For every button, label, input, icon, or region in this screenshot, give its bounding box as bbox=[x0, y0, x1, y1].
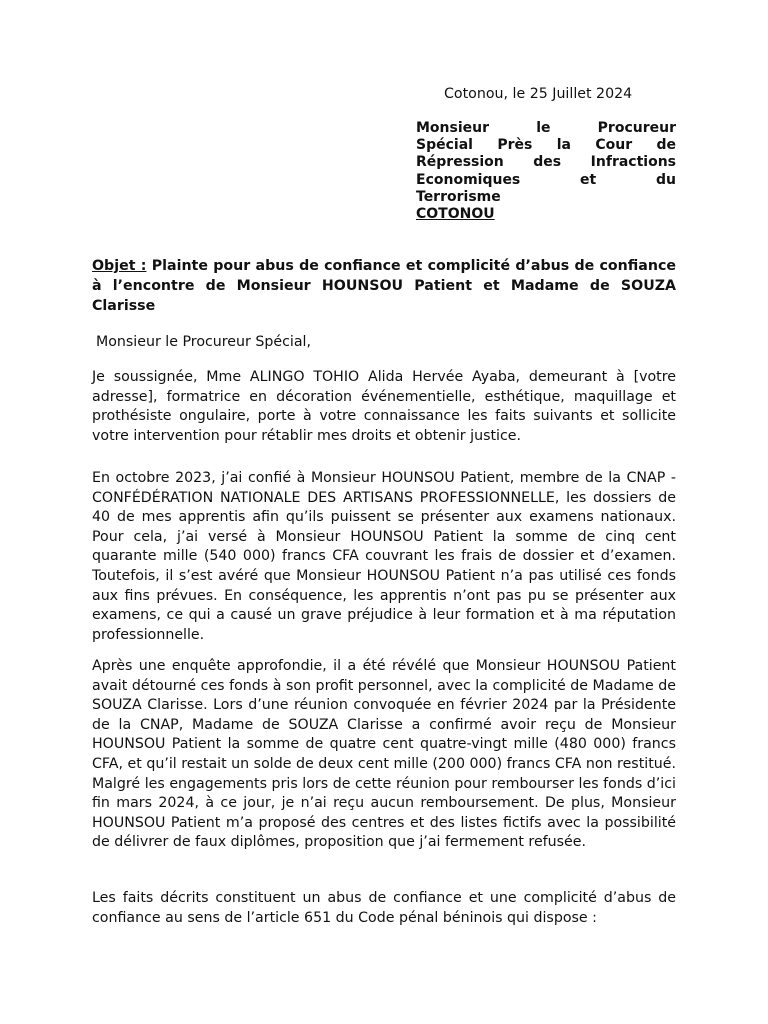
addressee-line: Terrorisme bbox=[416, 188, 501, 205]
paragraph-legal-basis: Les faits décrits constituent un abus de confiance et une complicité d’abus de confiance au sens de l’article 651 du Code pénal béninois qui dispose : bbox=[92, 890, 676, 926]
salutation: Monsieur le Procureur Spécial, bbox=[96, 334, 312, 350]
subject-block bbox=[92, 256, 676, 316]
addressee-line: Spécial Près la Cour de bbox=[416, 137, 676, 154]
addressee-line: Monsieur le Procureur bbox=[416, 120, 676, 136]
addressee-block bbox=[416, 120, 676, 223]
subject-text: Plainte pour abus de confiance et complicité d’abus de confiance à l’encontre de Monsieur HOUNSOU Patient et Madame de SOUZA Clarisse bbox=[92, 258, 676, 314]
addressee-line: Répression des Infractions bbox=[416, 154, 676, 171]
subject-label: Objet : bbox=[92, 258, 147, 274]
paragraph-introduction: Je soussignée, Mme ALINGO TOHIO Alida Hervée Ayaba, demeurant à [votre adresse], formatrice en décoration événementielle, esthétique, maquillage et prothésiste ongulaire, porte à votre connaissance les faits suivants et sollicite votre intervention pour rétablir mes droits et obtenir justice. bbox=[92, 369, 676, 444]
date-line: Cotonou, le 25 Juillet 2024 bbox=[444, 86, 633, 102]
paragraph-investigation: Après une enquête approfondie, il a été révélé que Monsieur HOUNSOU Patient avait détourné ces fonds à son profit personnel, avec la complicité de Madame de SOUZA Clarisse. Lors d’une réunion convoquée en février 2024 par la Présidente de la CNAP, Madame de SOUZA Clarisse a confirmé avoir reçu de Monsieur HOUNSOU Patient la somme de quatre cent quatre-vingt mille (480 000) francs CFA, et qu’il restait un solde de deux cent mille (200 000) francs CFA non restitué. Malgré les engagements pris lors de cette réunion pour rembourser les fonds d’ici fin mars 2024, à ce jour, je n’ai reçu aucun remboursement. De plus, Monsieur HOUNSOU Patient m’a proposé des centres et des listes fictifs avec la possibilité de délivrer de faux diplômes, proposition que j’ai fermement refusée. bbox=[92, 658, 676, 851]
addressee-line: Economiques et du bbox=[416, 171, 676, 188]
paragraph-facts: En octobre 2023, j’ai confié à Monsieur HOUNSOU Patient, membre de la CNAP - CONFÉDÉRATION NATIONALE DES ARTISANS PROFESSIONNELLE, les dossiers de 40 de mes apprentis afin qu’ils puissent se présenter aux examens nationaux. Pour cela, j’ai versé à Monsieur HOUNSOU Patient la somme de cinq cent quarante mille (540 000) francs CFA couvrant les frais de dossier et d’examen. Toutefois, il s’est avéré que Monsieur HOUNSOU Patient n’a pas utilisé ces fonds aux fins prévues. En conséquence, les apprentis n’ont pas pu se présenter aux examens, ce qui a causé un grave préjudice à leur formation et à ma réputation professionnelle. bbox=[92, 470, 676, 643]
addressee-city: COTONOU bbox=[416, 206, 495, 223]
